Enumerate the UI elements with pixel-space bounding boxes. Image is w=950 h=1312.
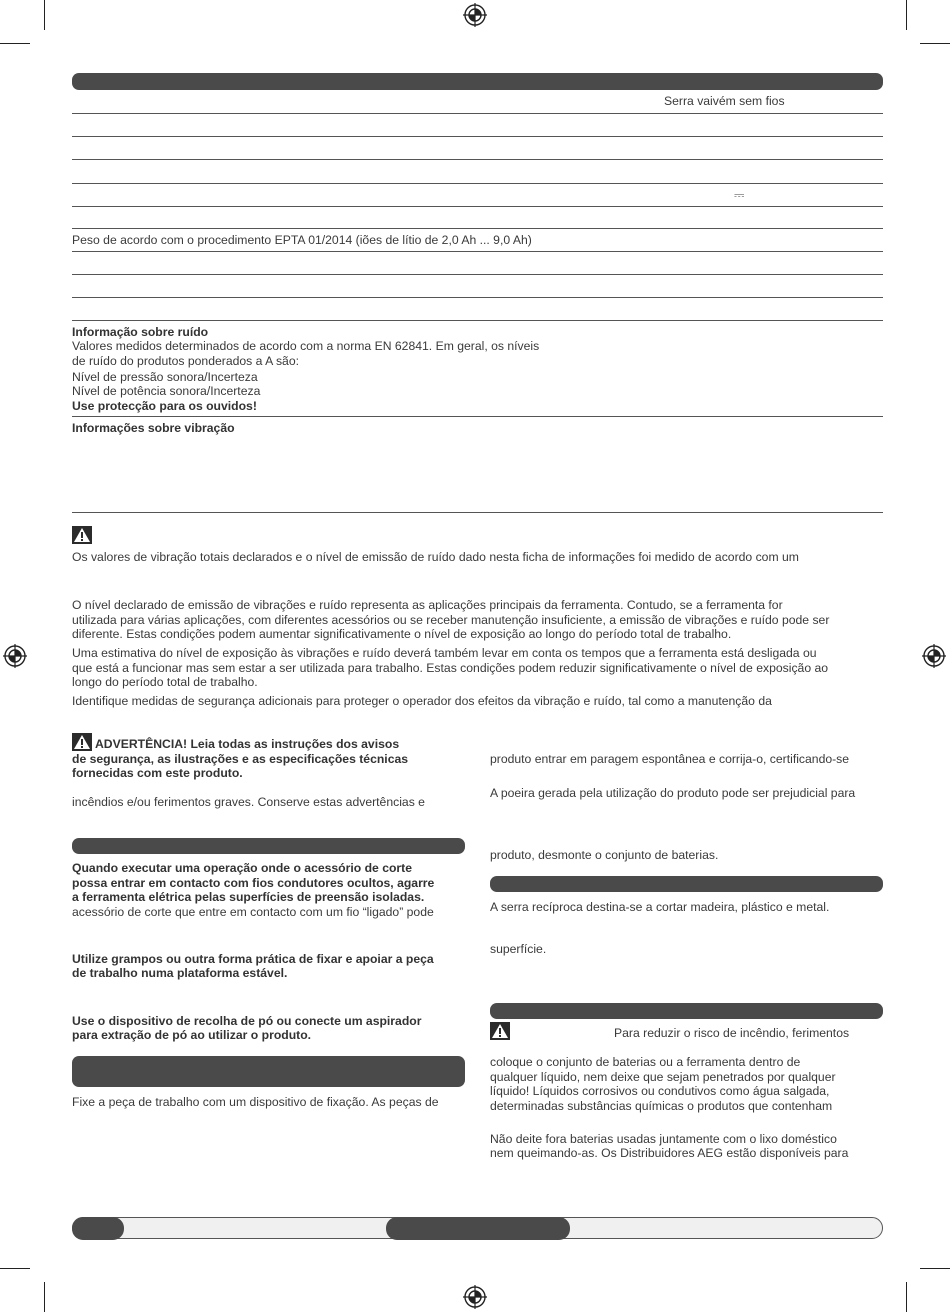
hearing-protection-note: Use protecção para os ouvidos!	[72, 399, 257, 413]
section-header-bar	[72, 73, 883, 90]
fix-instruction: Fixe a peça de trabalho com um dispositivo de fixação. As peças de	[72, 1095, 439, 1109]
registration-mark-icon	[3, 644, 27, 668]
crop-mark	[906, 1282, 907, 1312]
warning-paragraph: Os valores de vibração totais declarados e o nível de emissão de ruído dado nesta ficha de informações foi medido de acordo com um	[72, 550, 799, 564]
table-rule	[72, 159, 883, 160]
noise-title: Informação sobre ruído	[72, 325, 209, 339]
crop-mark	[906, 0, 907, 30]
table-rule	[72, 251, 883, 252]
advertencia-paragraph: incêndios e/ou ferimentos graves. Conserve estas advertências e	[72, 795, 425, 809]
registration-mark-icon	[463, 3, 487, 27]
table-rule	[72, 206, 883, 207]
clamp-instruction: de trabalho numa plataforma estável.	[72, 966, 288, 980]
vibration-title: Informações sobre vibração	[72, 421, 235, 435]
advertencia-line: de segurança, as ilustrações e as especificações técnicas	[72, 752, 409, 766]
crop-mark	[44, 1282, 45, 1312]
product-name: Serra vaivém sem fios	[664, 94, 785, 108]
noise-line: Valores medidos determinados de acordo com a norma EN 62841. Em geral, os níveis	[72, 339, 540, 353]
table-rule	[72, 320, 883, 321]
section-header-bar	[490, 1003, 883, 1019]
warning-icon	[72, 733, 92, 751]
battery-warning-line: líquido! Líquidos corrosivos ou condutivos como água salgada,	[490, 1084, 830, 1098]
table-rule	[72, 228, 883, 229]
dust-instruction: Use o dispositivo de recolha de pó ou conecte um aspirador	[72, 1014, 422, 1028]
battery-warning-line: coloque o conjunto de baterias ou a ferramenta dentro de	[490, 1055, 801, 1069]
disposal-line: Não deite fora baterias usadas juntamente com o lixo doméstico	[490, 1132, 837, 1146]
warning-icon	[72, 526, 92, 544]
warning-paragraph: Uma estimativa do nível de exposição às vibrações e ruído deverá também levar em conta os tempos que a ferramenta está desligada ou	[72, 646, 817, 660]
table-rule	[72, 136, 883, 137]
weight-row-label: Peso de acordo com o procedimento EPTA 01/2014 (iões de lítio de 2,0 Ah ... 9,0 Ah)	[72, 233, 532, 247]
advertencia-line: fornecidas com este produto.	[72, 766, 243, 780]
cutting-warning: a ferramenta elétrica pelas superfícies de preensão isoladas.	[72, 890, 425, 904]
dc-symbol: ⎓	[734, 187, 745, 202]
crop-mark	[920, 43, 950, 44]
table-rule	[72, 274, 883, 275]
clamp-instruction: Utilize grampos ou outra forma prática de fixar e apoiar a peça	[72, 952, 434, 966]
warning-paragraph: O nível declarado de emissão de vibrações e ruído representa as aplicações principais da ferramenta. Contudo, se a ferramenta for	[72, 598, 783, 612]
warning-paragraph: longo do período total de trabalho.	[72, 675, 258, 689]
crop-mark	[0, 43, 30, 44]
advertencia-heading: ADVERTÊNCIA! Leia todas as instruções dos avisos	[95, 737, 400, 751]
intended-use: superfície.	[490, 942, 547, 956]
registration-mark-icon	[922, 644, 946, 668]
table-rule	[72, 113, 883, 114]
cutting-warning: Quando executar uma operação onde o acessório de corte	[72, 861, 413, 875]
section-header-bar	[72, 838, 465, 854]
intended-use: A serra recíproca destina-se a cortar madeira, plástico e metal.	[490, 900, 830, 914]
table-rule	[72, 416, 883, 417]
table-rule	[72, 512, 883, 513]
registration-mark-icon	[463, 1285, 487, 1309]
battery-warning-line: determinadas substâncias químicas o produtos que contenham	[490, 1099, 833, 1113]
noise-line: Nível de pressão sonora/Incerteza	[72, 370, 258, 384]
crop-mark	[0, 1268, 30, 1269]
cutting-warning: possa entrar em contacto com fios condutores ocultos, agarre	[72, 876, 435, 890]
battery-warning: Para reduzir o risco de incêndio, ferimentos	[614, 1026, 850, 1040]
section-header-bar	[72, 1056, 465, 1087]
warning-paragraph: diferente. Estas condições podem aumentar significativamente o nível de exposição ao longo do período total de trabalho.	[72, 627, 732, 641]
noise-line: de ruído do produtos ponderados a A são:	[72, 354, 299, 368]
dust-instruction: para extração de pó ao utilizar o produto.	[72, 1028, 312, 1042]
disposal-line: nem queimando-as. Os Distribuidores AEG estão disponíveis para	[490, 1146, 849, 1160]
right-paragraph: produto, desmonte o conjunto de baterias.	[490, 848, 719, 862]
cutting-warning: acessório de corte que entre em contacto com um fio “ligado” pode	[72, 905, 434, 919]
crop-mark	[920, 1268, 950, 1269]
section-header-bar	[490, 876, 883, 892]
table-rule	[72, 297, 883, 298]
table-rule	[72, 183, 883, 184]
footer-center-tab	[386, 1217, 570, 1240]
warning-paragraph: Identifique medidas de segurança adicionais para proteger o operador dos efeitos da vibração e ruído, tal como a manutenção da	[72, 694, 772, 708]
right-paragraph: A poeira gerada pela utilização do produto pode ser prejudicial para	[490, 786, 856, 800]
warning-icon	[490, 1022, 510, 1040]
battery-warning-line: qualquer líquido, nem deixe que sejam penetrados por qualquer	[490, 1070, 836, 1084]
noise-line: Nível de potência sonora/Incerteza	[72, 384, 261, 398]
page-number-tab	[72, 1217, 124, 1240]
right-paragraph: produto entrar em paragem espontânea e corrija-o, certificando-se	[490, 752, 850, 766]
warning-paragraph: utilizada para várias aplicações, com diferentes acessórios ou se receber manutenção insuficiente, a emissão de vibrações e ruído pode ser	[72, 613, 830, 627]
warning-paragraph: que está a funcionar mas sem estar a ser utilizada para trabalho. Estas condições podem reduzir significativamente o nível de exposição ao	[72, 661, 829, 675]
crop-mark	[44, 0, 45, 30]
